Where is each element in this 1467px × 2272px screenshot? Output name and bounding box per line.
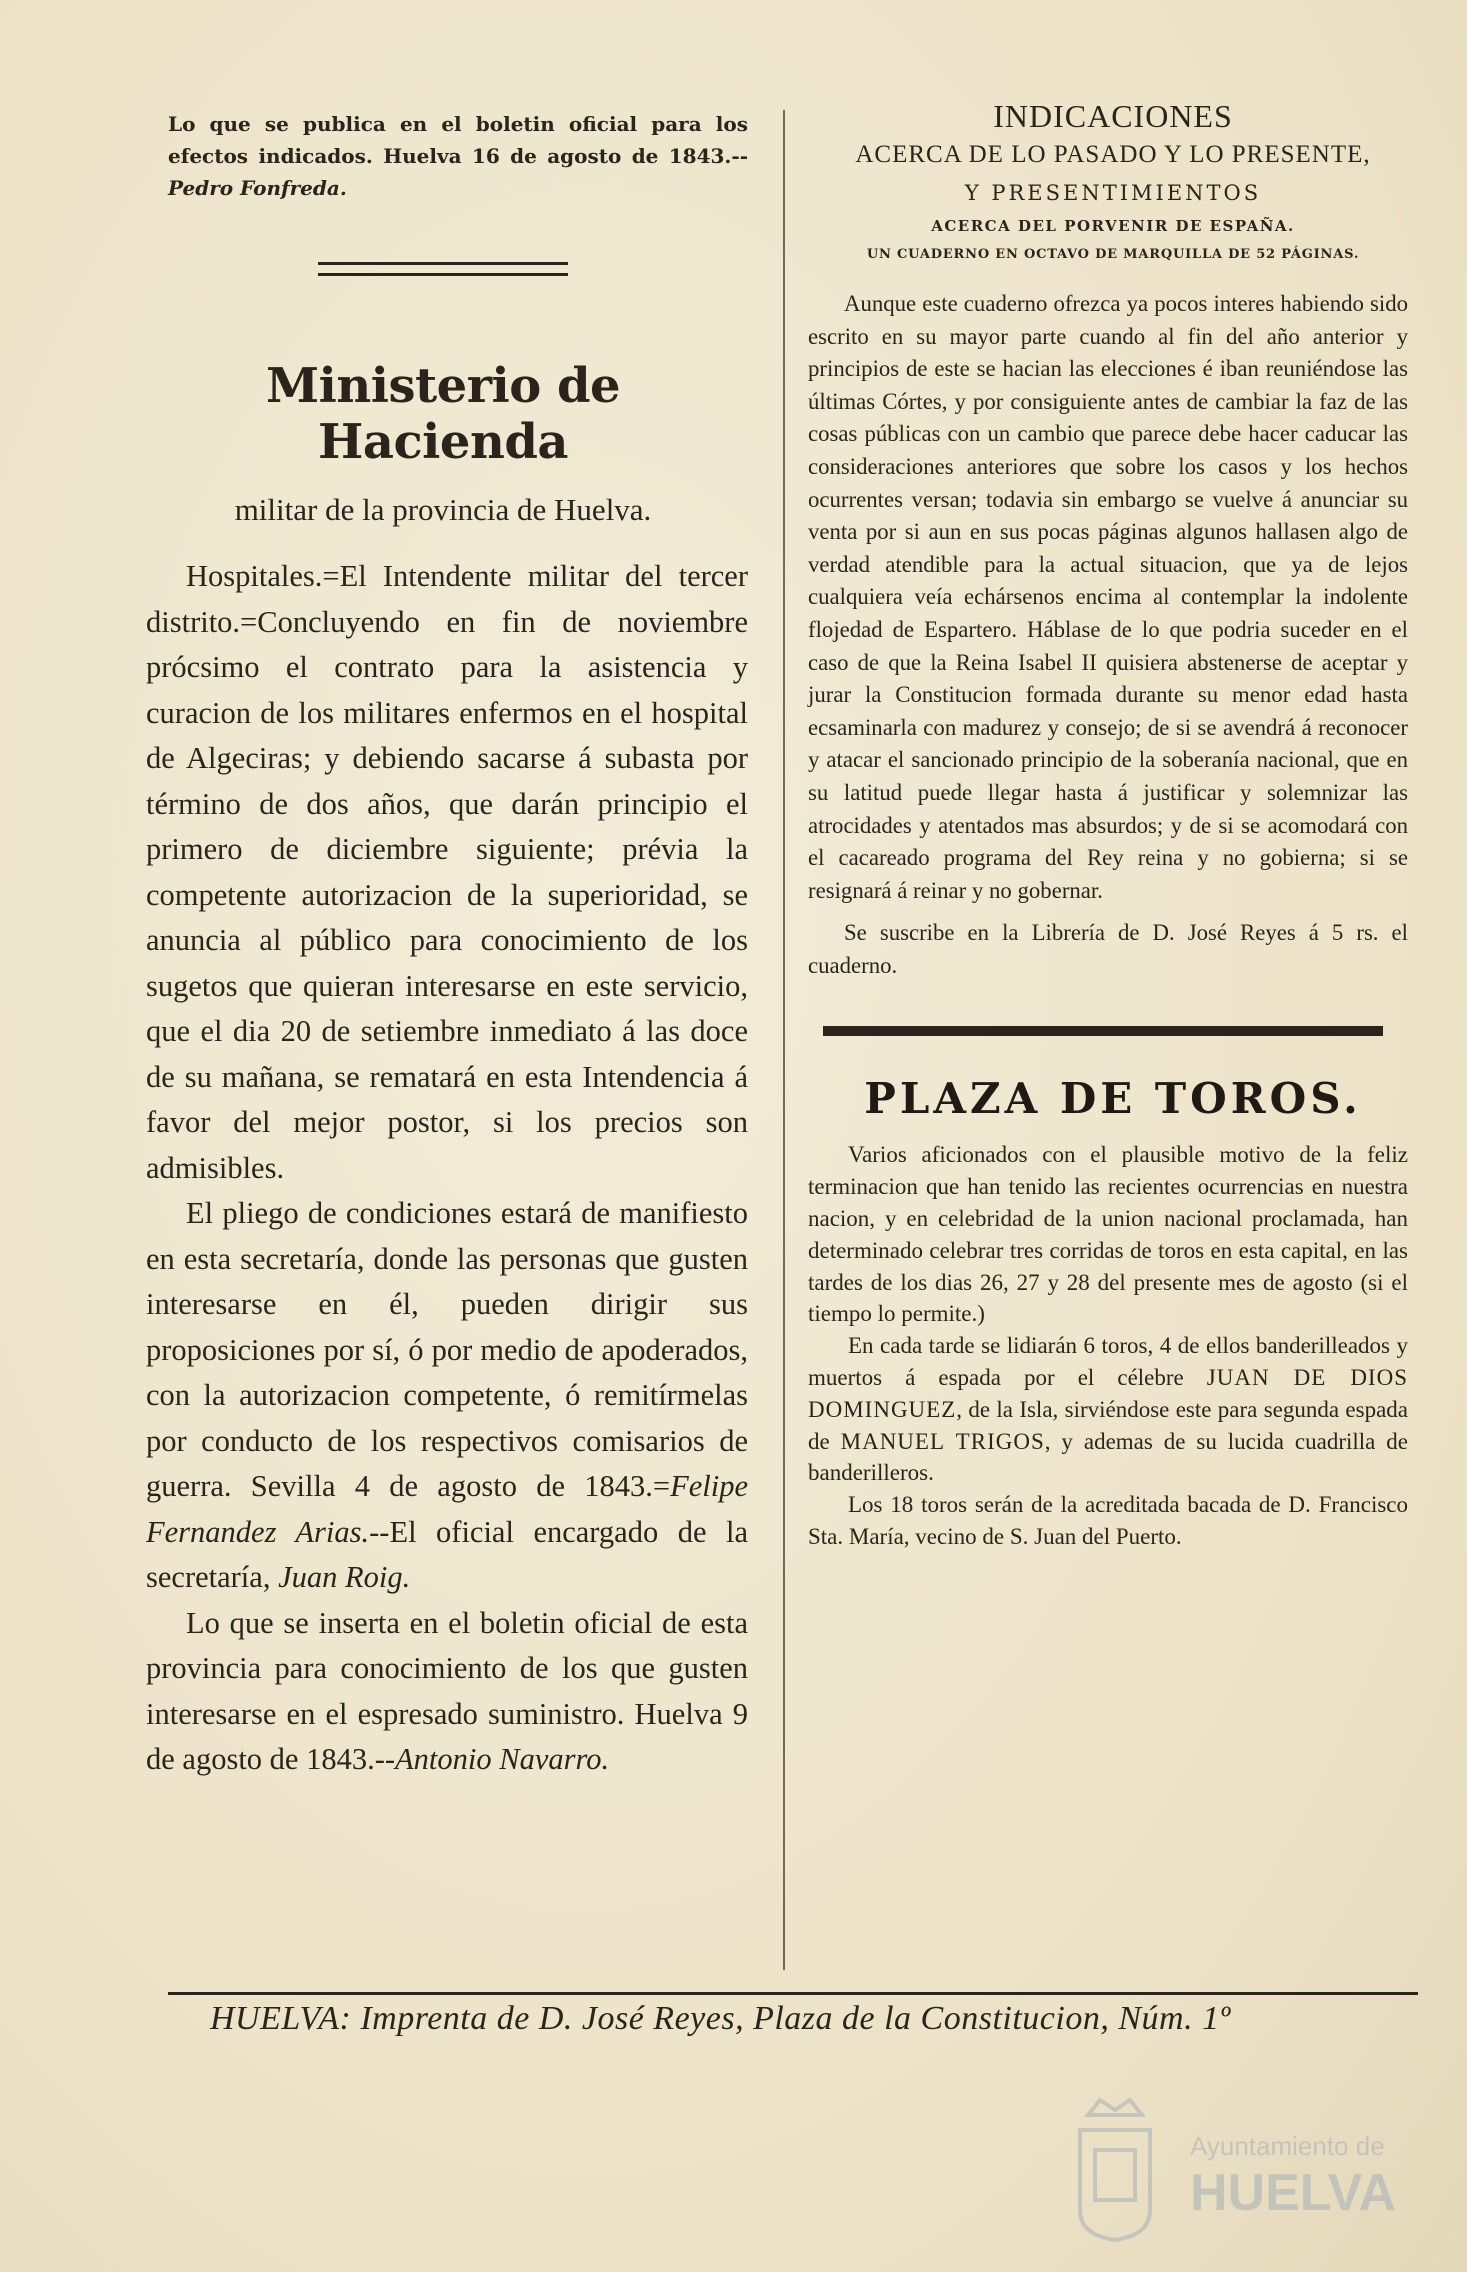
printer-imprint: HUELVA: Imprenta de D. José Reyes, Plaza de la Constitucion, Núm. 1º bbox=[210, 2000, 1231, 2037]
ayuntamiento-watermark bbox=[1040, 2070, 1440, 2250]
right-column bbox=[808, 96, 1418, 1553]
book-subtitle-2: Y PRESENTIMIENTOS bbox=[964, 181, 1262, 205]
book-description bbox=[808, 288, 1408, 982]
bullfight-paragraph-2 bbox=[808, 1330, 1408, 1489]
subscription-note: Se suscribe en la Librería de D. José Reyes á 5 rs. el cuaderno. bbox=[808, 920, 1408, 978]
announcement-paragraph-2 bbox=[146, 1191, 748, 1601]
section-divider bbox=[318, 262, 568, 276]
matador-name-2: MANUEL TRIGOS bbox=[840, 1428, 1045, 1454]
book-title-block bbox=[808, 98, 1418, 262]
paragraph-2-text: El pliego de condiciones estará de manifiesto en esta secretaría, donde las personas que gusten interesarse en él, pueden dirigir sus proposiciones por sí, ó por medio de apoderados, con la autorizacion competente, ó remitírmelas por conducto de los respectivos comisarios de guerra. Sevilla 4 de agosto de 1843.= bbox=[146, 1196, 748, 1503]
book-title: INDICACIONES bbox=[993, 98, 1233, 134]
announcement-paragraph-3 bbox=[146, 1601, 748, 1783]
signature-felipe: Felipe Fernandez Arias. bbox=[146, 1469, 748, 1549]
notice-signature: Pedro Fonfreda. bbox=[168, 176, 347, 200]
hospital-announcement bbox=[146, 554, 748, 1783]
bullfight-announcement bbox=[808, 1139, 1408, 1552]
paragraph-2-tail: --El oficial encargado de la secretaría, bbox=[146, 1514, 748, 1594]
bullfight-p2-e: , y ademas de su lucida cuadrilla de banderilleros. bbox=[808, 1428, 1408, 1486]
bullring-heading: PLAZA DE TOROS. bbox=[864, 1074, 1362, 1124]
ministry-subheading: militar de la provincia de Huelva. bbox=[234, 492, 652, 527]
paragraph-3-text: Lo que se inserta en el boletin oficial de esta provincia para conocimiento de los que gusten interesarse en el espresado suministro. Huelva 9 de agosto de 1843.-- bbox=[146, 1605, 748, 1776]
left-column bbox=[138, 96, 748, 1783]
bullfight-paragraph-3: Los 18 toros serán de la acreditada bacada de D. Francisco Sta. María, vecino de S. Juan del Puerto. bbox=[808, 1492, 1408, 1550]
book-subtitle-3: ACERCA DEL PORVENIR DE ESPAÑA. bbox=[931, 217, 1295, 235]
footer-rule bbox=[168, 1992, 1418, 1995]
bullfight-paragraph-1: Varios aficionados con el plausible motivo de la feliz terminacion que han tenido las recientes ocurrencias en nuestra nacion, y en celebridad de la union nacional proclamada, han determinado celebrar tres corridas de toros en esta capital, en las tardes de los dias 26, 27 y 28 del presente mes de agosto (si el tiempo lo permite.) bbox=[808, 1142, 1408, 1327]
section-divider-thick bbox=[823, 1026, 1383, 1036]
book-format: UN CUADERNO EN OCTAVO DE MARQUILLA DE 52 PÁGINAS. bbox=[866, 247, 1360, 262]
publication-notice bbox=[168, 108, 748, 204]
book-subtitle-1: ACERCA DE LO PASADO Y LO PRESENTE, bbox=[855, 141, 1371, 168]
notice-text: Lo que se publica en el boletin oficial para los efectos indicados. Huelva 16 de agosto de 1843.-- bbox=[168, 112, 748, 168]
announcement-paragraph-1: Hospitales.=El Intendente militar del tercer distrito.=Concluyendo en fin de noviembre prócsimo el contrato para la asistencia y curacion de los militares enfermos en el hospital de Algeciras; y debiendo sacarse á subasta por término de dos años, que darán principio el primero de diciembre siguiente; prévia la competente autorizacion de la superioridad, se anuncia al público para conocimiento de los sugetos que quieran interesarse en este servicio, que el dia 20 de setiembre inmediato á las doce de su mañana, se rematará en esta Intendencia á favor del mejor postor, si los precios son admisibles. bbox=[146, 559, 748, 1185]
bullfight-p2-a: En cada tarde se lidiarán 6 toros, 4 de ellos banderilleados y muertos á espada por el célebre bbox=[808, 1333, 1408, 1391]
ministry-heading: Ministerio de Hacienda bbox=[265, 358, 621, 470]
signature-antonio: Antonio Navarro. bbox=[395, 1742, 610, 1776]
watermark-line-1: Ayuntamiento de bbox=[1190, 2131, 1385, 2161]
bullfight-p2-c: , de la Isla, sirviéndose este para segunda espada de bbox=[808, 1396, 1408, 1454]
watermark-line-2: HUELVA bbox=[1190, 2164, 1397, 2222]
book-paragraph: Aunque este cuaderno ofrezca ya pocos interes habiendo sido escrito en su mayor parte cuando al fin del año anterior y principios de este se hacian las elecciones é iban reuniéndose las últimas Córtes, y por consiguiente antes de cambiar la faz de las cosas públicas con un cambio que parece debe hacer caducar las consideraciones anteriores que sobre los casos y los hechos ocurrentes versan; todavia sin embargo se vuelve á anunciar su venta por si aun en sus pocas páginas algunos hallasen algo de verdad atendible para la actual situacion, que ya de lejos cualquiera veía echársenos encima al contemplar la indolente flojedad de Espartero. Háblase de lo que podria suceder en el caso de que la Reina Isabel II quisiera abstenerse de aceptar y jurar la Constitucion formada durante su menor edad hasta ecsaminarla con madurez y consejo; de si se avendrá á reconocer y atacar el sancionado principio de la soberanía nacional, que en su latitud puede llegar hasta á justificar y solemnizar las atrocidades y atentados mas absurdos; y de si se acomodará con el cacareado programa del Rey reina y no gobierna; si se resignará á reinar y no gobernar. bbox=[808, 291, 1408, 903]
column-divider bbox=[783, 110, 785, 1970]
signature-juan-roig: Juan Roig. bbox=[278, 1560, 411, 1594]
matador-name-1: JUAN DE DIOS DOMINGUEZ bbox=[808, 1365, 1408, 1422]
